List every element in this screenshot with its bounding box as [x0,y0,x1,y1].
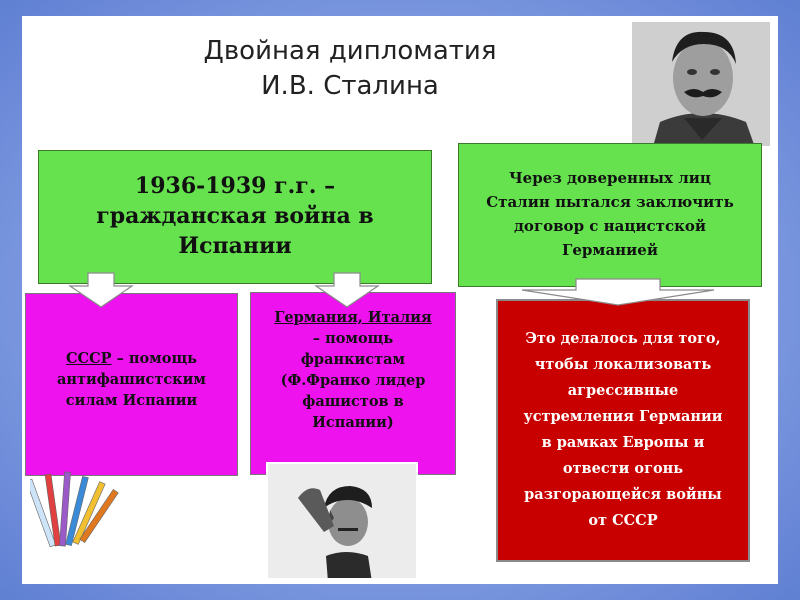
ussr-help-line-3: силам Испании [65,392,198,409]
secret-treaty-line-1: Через доверенных лиц [508,169,711,187]
ussr-help-line-1-rest: – помощь [111,350,197,367]
arrow-down-icon [68,272,134,308]
localization-purpose-box [496,299,750,562]
arrow-down-icon [314,272,380,308]
secret-treaty-line-4: Германией [562,241,658,259]
ussr-help-line-2: антифашистским [56,371,207,388]
germany-italy-line-6: Испании) [312,414,394,431]
title-line-2: И.В. Сталина [261,71,439,101]
purpose-line-2: чтобы локализовать [534,356,712,373]
ussr-help-line-1 [26,348,237,369]
franco-portrait-icon [266,462,418,580]
germany-italy-box [250,292,456,475]
purpose-line-7: разгорающейся войны [524,486,722,503]
germany-italy-line-4: (Ф.Франко лидер [280,372,426,389]
purpose-line-8: от СССР [588,512,658,529]
purpose-line-1: Это делалось для того, [525,330,721,347]
purpose-line-4: устремления Германии [523,408,723,425]
purpose-line-3: агрессивные [567,382,679,399]
germany-italy-line-3: франкистам [300,351,406,368]
slide-title [150,34,550,104]
ussr-help-box [25,293,238,476]
germany-italy-label: Германия, Италия [274,309,432,326]
title-line-1: Двойная дипломатия [203,36,497,66]
germany-italy-line-1 [251,307,455,328]
arrow-down-icon [520,278,716,306]
civil-war-line-1: 1936-1939 г.г. – [134,173,336,199]
ussr-label: СССР [66,350,112,367]
purpose-line-5: в рамках Европы и [541,434,705,451]
secret-treaty-line-2: Сталин пытался заключить [486,193,734,211]
civil-war-line-3: Испании [178,233,292,259]
germany-italy-line-2: – помощь [312,330,394,347]
germany-italy-line-5: фашистов в [302,393,404,410]
secret-treaty-line-3: договор с нацистской [513,217,707,235]
stalin-portrait-icon [630,20,772,148]
pencils-decoration-icon [30,470,120,560]
civil-war-line-2: гражданская война в [96,203,374,229]
secret-treaty-box [458,143,762,287]
civil-war-spain-box [38,150,432,284]
purpose-line-6: отвести огонь [562,460,684,477]
